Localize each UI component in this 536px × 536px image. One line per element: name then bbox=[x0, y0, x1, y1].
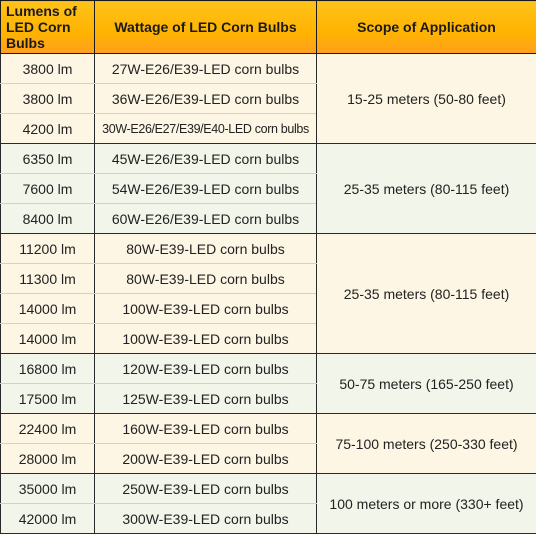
wattage-cell: 80W-E39-LED corn bulbs bbox=[95, 264, 317, 294]
lumens-cell: 42000 lm bbox=[1, 504, 95, 534]
lumens-cell: 28000 lm bbox=[1, 444, 95, 474]
scope-cell: 25-35 meters (80-115 feet) bbox=[317, 144, 536, 234]
lumens-cell: 11200 lm bbox=[1, 234, 95, 264]
lumens-cell: 35000 lm bbox=[1, 474, 95, 504]
scope-cell: 50-75 meters (165-250 feet) bbox=[317, 354, 536, 414]
lumens-cell: 16800 lm bbox=[1, 354, 95, 384]
lumens-cell: 22400 lm bbox=[1, 414, 95, 444]
wattage-cell: 30W-E26/E27/E39/E40-LED corn bulbs bbox=[95, 114, 317, 144]
lumens-cell: 3800 lm bbox=[1, 54, 95, 84]
table-row bbox=[1, 234, 536, 264]
lumens-cell: 7600 lm bbox=[1, 174, 95, 204]
wattage-cell: 125W-E39-LED corn bulbs bbox=[95, 384, 317, 414]
lumens-cell: 4200 lm bbox=[1, 114, 95, 144]
lumens-cell: 14000 lm bbox=[1, 324, 95, 354]
lumens-cell: 8400 lm bbox=[1, 204, 95, 234]
wattage-cell: 60W-E26/E39-LED corn bulbs bbox=[95, 204, 317, 234]
lumens-cell: 14000 lm bbox=[1, 294, 95, 324]
table-row bbox=[1, 354, 536, 384]
header-lumens: Lumens of LED Corn Bulbs bbox=[1, 1, 95, 54]
wattage-cell: 250W-E39-LED corn bulbs bbox=[95, 474, 317, 504]
lumens-cell: 6350 lm bbox=[1, 144, 95, 174]
wattage-cell: 100W-E39-LED corn bulbs bbox=[95, 294, 317, 324]
wattage-cell: 160W-E39-LED corn bulbs bbox=[95, 414, 317, 444]
wattage-cell: 36W-E26/E39-LED corn bulbs bbox=[95, 84, 317, 114]
table-row bbox=[1, 414, 536, 444]
table-row bbox=[1, 474, 536, 504]
wattage-cell: 120W-E39-LED corn bulbs bbox=[95, 354, 317, 384]
table-row bbox=[1, 54, 536, 84]
scope-cell: 25-35 meters (80-115 feet) bbox=[317, 234, 536, 354]
wattage-cell: 80W-E39-LED corn bulbs bbox=[95, 234, 317, 264]
lumens-cell: 3800 lm bbox=[1, 84, 95, 114]
table-header bbox=[1, 1, 536, 54]
scope-cell: 100 meters or more (330+ feet) bbox=[317, 474, 536, 534]
scope-cell: 75-100 meters (250-330 feet) bbox=[317, 414, 536, 474]
header-wattage: Wattage of LED Corn Bulbs bbox=[95, 1, 317, 54]
header-scope: Scope of Application bbox=[317, 1, 536, 54]
lumens-cell: 17500 lm bbox=[1, 384, 95, 414]
lumens-cell: 11300 lm bbox=[1, 264, 95, 294]
wattage-cell: 45W-E26/E39-LED corn bulbs bbox=[95, 144, 317, 174]
wattage-cell: 300W-E39-LED corn bulbs bbox=[95, 504, 317, 534]
scope-cell: 15-25 meters (50-80 feet) bbox=[317, 54, 536, 144]
wattage-cell: 100W-E39-LED corn bulbs bbox=[95, 324, 317, 354]
wattage-cell: 54W-E26/E39-LED corn bulbs bbox=[95, 174, 317, 204]
header-row bbox=[1, 1, 536, 54]
table-body bbox=[1, 54, 536, 534]
wattage-cell: 200W-E39-LED corn bulbs bbox=[95, 444, 317, 474]
wattage-cell: 27W-E26/E39-LED corn bulbs bbox=[95, 54, 317, 84]
table-row bbox=[1, 144, 536, 174]
